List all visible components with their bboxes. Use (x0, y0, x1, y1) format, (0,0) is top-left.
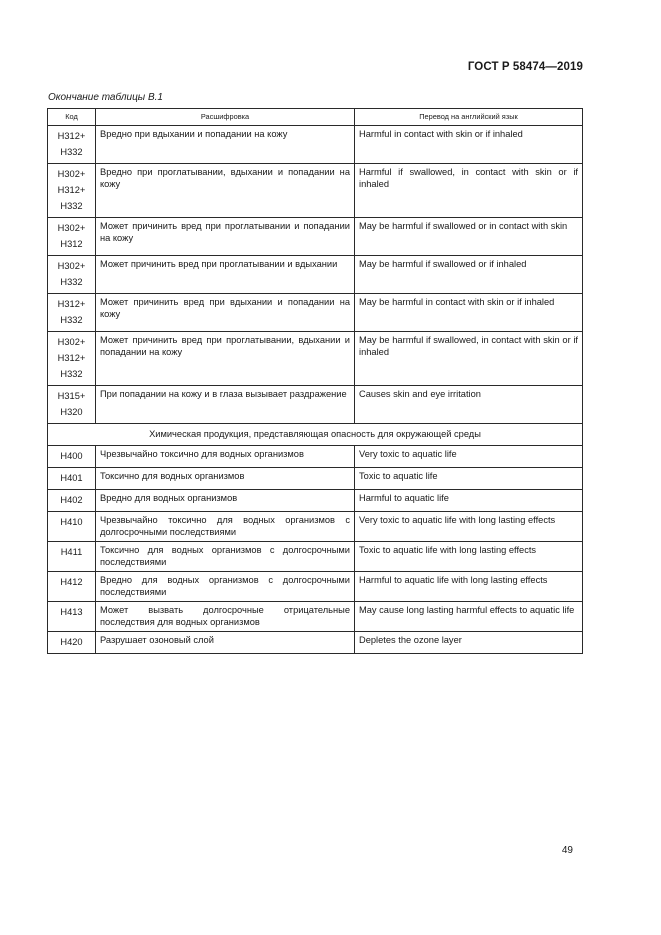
hazard-code-part: H332 (60, 201, 83, 211)
hazard-code-part: H302+ (57, 337, 86, 347)
hazard-code-part: H411 (60, 547, 83, 557)
table-row (48, 164, 583, 218)
table-row (48, 542, 583, 572)
hazard-code-part: H315+ (57, 391, 86, 401)
table-row (48, 468, 583, 490)
hazard-translation: Harmful in contact with skin or if inhaled (355, 126, 583, 164)
hazard-code (48, 572, 96, 602)
hazard-description: Вредно при проглатывании, вдыхании и попадании на кожу (96, 164, 355, 218)
hazard-translation: Depletes the ozone layer (355, 632, 583, 654)
hazard-translation: May cause long lasting harmful effects to aquatic life (355, 602, 583, 632)
hazard-description: Токсично для водных организмов с долгосрочными последствиями (96, 542, 355, 572)
table-row (48, 602, 583, 632)
hazard-code-part: H320 (60, 407, 83, 417)
hazard-code-part: H302+ (57, 223, 86, 233)
hazard-description: Чрезвычайно токсично для водных организмов с долгосрочными последствиями (96, 512, 355, 542)
hazard-code-part: H413 (60, 607, 83, 617)
hazard-translation: Toxic to aquatic life with long lasting effects (355, 542, 583, 572)
hazard-description: Может вызвать долгосрочные отрицательные последствия для водных организмов (96, 602, 355, 632)
table-row (48, 294, 583, 332)
hazard-code-part: H412 (60, 577, 83, 587)
hazard-code (48, 256, 96, 294)
hazard-code-part: H332 (60, 369, 83, 379)
table-row (48, 332, 583, 386)
column-header-translation: Перевод на английский язык (355, 109, 583, 126)
hazard-code (48, 446, 96, 468)
hazard-description: Токсично для водных организмов (96, 468, 355, 490)
table-row (48, 632, 583, 654)
hazard-code (48, 602, 96, 632)
table-row (48, 386, 583, 424)
table-row (48, 490, 583, 512)
hazard-translation: May be harmful in contact with skin or if inhaled (355, 294, 583, 332)
section-title: Химическая продукция, представляющая опасность для окружающей среды (48, 424, 583, 446)
hazard-code (48, 294, 96, 332)
hazard-code (48, 332, 96, 386)
hazard-description: При попадании на кожу и в глаза вызывает раздражение (96, 386, 355, 424)
table-row (48, 572, 583, 602)
hazard-description: Чрезвычайно токсично для водных организмов (96, 446, 355, 468)
hazard-code (48, 218, 96, 256)
table-caption: Окончание таблицы В.1 (48, 92, 163, 103)
hazard-translation: Toxic to aquatic life (355, 468, 583, 490)
hazard-code-part: H332 (60, 277, 83, 287)
hazard-code-part: H312+ (57, 131, 86, 141)
table-row (48, 256, 583, 294)
hazard-code (48, 632, 96, 654)
hazard-translation: Causes skin and eye irritation (355, 386, 583, 424)
hazard-code-part: H312+ (57, 299, 86, 309)
table-header-row (48, 109, 583, 126)
hazard-description: Может причинить вред при проглатывании, вдыхании и попадании на кожу (96, 332, 355, 386)
hazard-code-part: H312+ (57, 353, 86, 363)
hazard-description: Вредно при вдыхании и попадании на кожу (96, 126, 355, 164)
hazard-code (48, 490, 96, 512)
page-number: 49 (561, 845, 573, 856)
table-row (48, 218, 583, 256)
hazard-code-part: H401 (60, 473, 83, 483)
hazard-code (48, 126, 96, 164)
hazard-code-part: H332 (60, 147, 83, 157)
hazard-description: Может причинить вред при проглатывании и вдыхании (96, 256, 355, 294)
hazard-translation: Very toxic to aquatic life with long lasting effects (355, 512, 583, 542)
hazard-code (48, 512, 96, 542)
hazard-code-part: H332 (60, 315, 83, 325)
hazard-codes-table (47, 108, 583, 654)
section-row (48, 424, 583, 446)
hazard-translation: May be harmful if swallowed or in contact with skin (355, 218, 583, 256)
hazard-code-part: H420 (60, 637, 83, 647)
hazard-translation: Harmful to aquatic life (355, 490, 583, 512)
standard-designation: ГОСТ Р 58474—2019 (467, 61, 583, 73)
hazard-code-part: H312+ (57, 185, 86, 195)
hazard-code (48, 468, 96, 490)
hazard-description: Вредно для водных организмов с долгосрочными последствиями (96, 572, 355, 602)
table-row (48, 446, 583, 468)
hazard-translation: Very toxic to aquatic life (355, 446, 583, 468)
hazard-code-part: H302+ (57, 261, 86, 271)
hazard-code (48, 386, 96, 424)
hazard-translation: Harmful to aquatic life with long lasting effects (355, 572, 583, 602)
hazard-code-part: H410 (60, 517, 83, 527)
hazard-code-part: H400 (60, 451, 83, 461)
table-row (48, 126, 583, 164)
table-row (48, 512, 583, 542)
hazard-code-part: H302+ (57, 169, 86, 179)
hazard-description: Может причинить вред при проглатывании и попадании на кожу (96, 218, 355, 256)
column-header-description: Расшифровка (96, 109, 355, 126)
hazard-code (48, 164, 96, 218)
hazard-translation: Harmful if swallowed, in contact with skin or if inhaled (355, 164, 583, 218)
hazard-description: Может причинить вред при вдыхании и попадании на кожу (96, 294, 355, 332)
column-header-code: Код (48, 109, 96, 126)
hazard-code (48, 542, 96, 572)
hazard-description: Вредно для водных организмов (96, 490, 355, 512)
hazard-code-part: H312 (60, 239, 83, 249)
hazard-translation: May be harmful if swallowed or if inhaled (355, 256, 583, 294)
hazard-code-part: H402 (60, 495, 83, 505)
hazard-translation: May be harmful if swallowed, in contact with skin or if inhaled (355, 332, 583, 386)
hazard-description: Разрушает озоновый слой (96, 632, 355, 654)
